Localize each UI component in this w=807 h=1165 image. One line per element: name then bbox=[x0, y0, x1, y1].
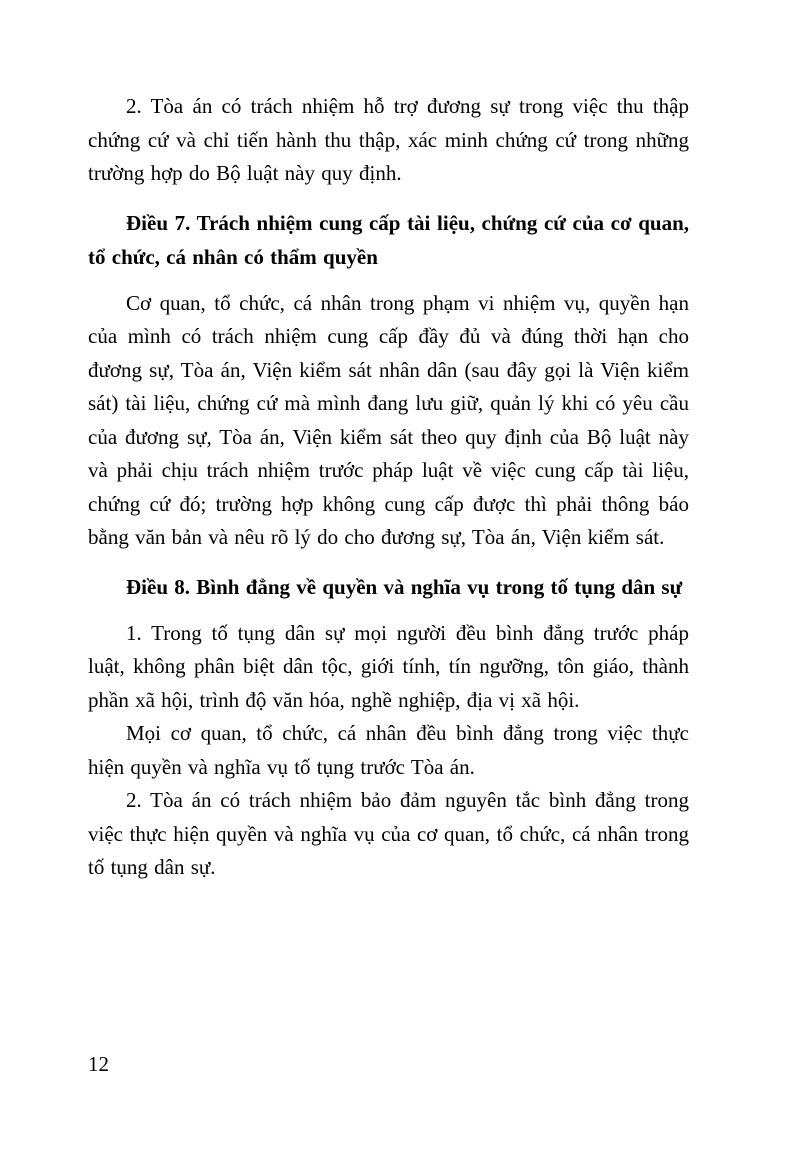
paragraph-clause-2-article-6: 2. Tòa án có trách nhiệm hỗ trợ đương sự trong việc thu thập chứng cứ và chỉ tiến hành thu thập, xác minh chứng cứ trong những trường hợp do Bộ luật này quy định. bbox=[88, 94, 689, 185]
paragraph-article-8-clause-1: 1. Trong tố tụng dân sự mọi người đều bình đẳng trước pháp luật, không phân biệt dân tộc, giới tính, tín ngưỡng, tôn giáo, thành phần xã hội, trình độ văn hóa, nghề nghiệp, địa vị xã hội. bbox=[88, 620, 689, 712]
paragraph-article-8-clause-1b: Mọi cơ quan, tổ chức, cá nhân đều bình đẳng trong việc thực hiện quyền và nghĩa vụ tố tụng trước Tòa án. bbox=[88, 721, 689, 779]
article-7-heading: Điều 7. Trách nhiệm cung cấp tài liệu, chứng cứ của cơ quan, tổ chức, cá nhân có thẩm quyền bbox=[88, 210, 689, 269]
page-number: 12 bbox=[88, 1052, 109, 1076]
article-8-heading: Điều 8. Bình đẳng về quyền và nghĩa vụ trong tố tụng dân sự bbox=[126, 574, 683, 599]
paragraph-article-7-body: Cơ quan, tổ chức, cá nhân trong phạm vi nhiệm vụ, quyền hạn của mình có trách nhiệm cung cấp đầy đủ và đúng thời hạn cho đương sự, Tòa án, Viện kiểm sát nhân dân (sau đây gọi là Viện kiểm sát) tài liệu, chứng cứ mà mình đang lưu giữ, quản lý khi có yêu cầu của đương sự, Tòa án, Viện kiểm sát theo quy định của Bộ luật này và phải chịu trách nhiệm trước pháp luật về việc cung cấp tài liệu, chứng cứ đó; trường hợp không cung cấp được thì phải thông báo bằng văn bản và nêu rõ lý do cho đương sự, Tòa án, Viện kiểm sát. bbox=[88, 290, 689, 549]
paragraph-article-8-clause-2: 2. Tòa án có trách nhiệm bảo đảm nguyên tắc bình đẳng trong việc thực hiện quyền và nghĩa vụ của cơ quan, tổ chức, cá nhân trong tố tụng dân sự. bbox=[88, 788, 689, 879]
page-content bbox=[88, 90, 689, 885]
